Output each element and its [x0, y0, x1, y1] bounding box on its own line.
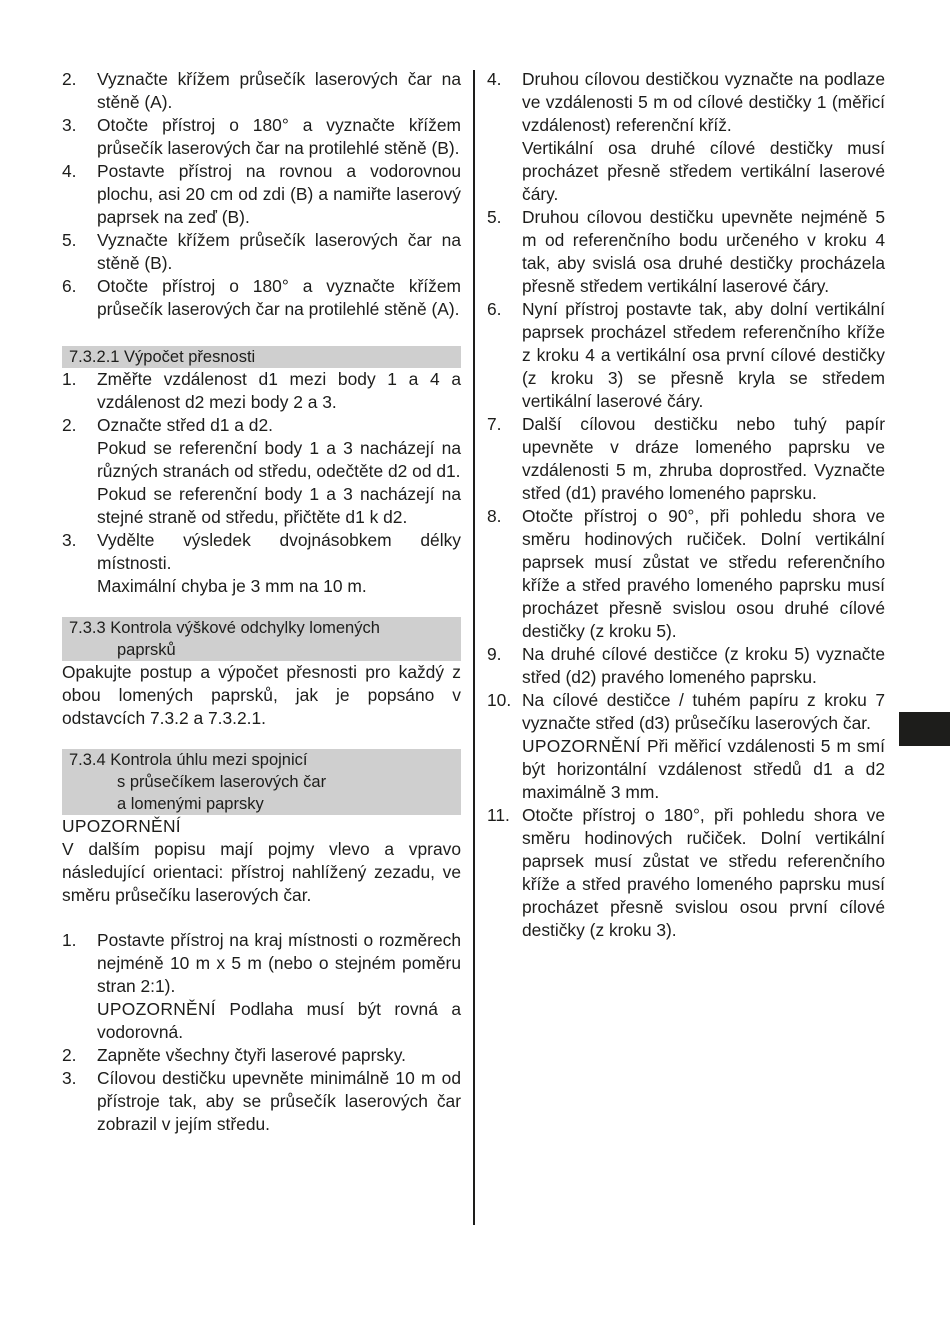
section-thumb-tab: [899, 712, 950, 746]
section-heading-7321: 7.3.2.1 Výpočet přesnosti: [62, 346, 461, 368]
list-item: 4. Druhou cílovou destičkou vyznačte na podlaze ve vzdálenosti 5 m od cílové destičky 1 (měřicí vzdálenost) referenční kříž. Vertikální osa druhé cílové destičky musí procházet přesně středem vertikální laserové čáry.: [487, 69, 885, 204]
steps-list-c: [62, 929, 461, 1136]
steps-list-a: [62, 68, 461, 321]
steps-list-b: [62, 368, 461, 598]
list-item: 2. Vyznačte křížem průsečík laserových čar na stěně (A).: [62, 69, 461, 112]
list-item: 2. Označte střed d1 a d2. Pokud se referenční body 1 a 3 nacházejí na různých stranách od středu, odečtěte d2 od d1. Pokud se referenční body 1 a 3 nacházejí na stejné straně od středu, přičtěte d1 k d2.: [62, 415, 461, 527]
list-item: 8. Otočte přístroj o 90°, při pohledu shora ve směru hodinových ručiček. Dolní vertikální paprsek musí zůstat ve středu referenčního kříže a střed pravého lomeného paprsku musí procházet přesně svislou osou druhé cílové destičky (z kroku 5).: [487, 506, 885, 641]
left-column: [62, 68, 461, 1136]
list-item: 4. Postavte přístroj na rovnou a vodorovnou plochu, asi 20 cm od zdi (B) a namiřte laserový paprsek na zeď (B).: [62, 161, 461, 227]
list-item: 1. Postavte přístroj na kraj místnosti o rozměrech nejméně 10 m x 5 m (nebo o stejném poměru stran 2:1). UPOZORNĚNÍ Podlaha musí být rovná a vodorovná.: [62, 930, 461, 1042]
list-item: 3. Otočte přístroj o 180° a vyznačte křížem průsečík laserových čar na protilehlé stěně (B).: [62, 115, 461, 158]
warning-text: V dalším popisu mají pojmy vlevo a vpravo následující orientaci: přístroj nahlížený zezadu, ve směru průsečíku laserových čar.: [62, 839, 461, 905]
paragraph-733: Opakujte postup a výpočet přesnosti pro každý z obou lomených paprsků, jak je popsáno v odstavcích 7.3.2 a 7.3.2.1.: [62, 662, 461, 728]
warning-label: UPOZORNĚNÍ: [62, 816, 181, 836]
list-item: 6. Otočte přístroj o 180° a vyznačte křížem průsečík laserových čar na protilehlé stěně (A).: [62, 276, 461, 319]
list-item: 1. Změřte vzdálenost d1 mezi body 1 a 4 a vzdálenost d2 mezi body 2 a 3.: [62, 369, 461, 412]
column-divider: [473, 70, 475, 1225]
list-item: 5. Druhou cílovou destičku upevněte nejméně 5 m od referenčního bodu určeného v kroku 4 tak, aby svislá osa druhé destičky procházela přesně středem vertikální laserové čáry.: [487, 207, 885, 296]
right-column: [487, 68, 885, 942]
list-item: 3. Cílovou destičku upevněte minimálně 10 m od přístroje tak, aby se průsečík laserových čar zobrazil v jejím středu.: [62, 1068, 461, 1134]
section-heading-734: 7.3.4 Kontrola úhlu mezi spojnicí s průsečíkem laserových čar a lomenými paprsky: [62, 749, 461, 815]
list-item: 6. Nyní přístroj postavte tak, aby dolní vertikální paprsek procházel středem referenčního kříže z kroku 4 a vertikální osa první cílové destičky (z kroku 3) se přesně kryla se středem vertikální laserové čáry.: [487, 299, 885, 411]
steps-list-d: [487, 68, 885, 942]
list-item: 7. Další cílovou destičku nebo tuhý papír upevněte v dráze lomeného paprsku ve vzdálenosti 5 m, zhruba doprostřed. Vyznačte střed (d1) pravého lomeného paprsku.: [487, 414, 885, 503]
list-item: 5. Vyznačte křížem průsečík laserových čar na stěně (B).: [62, 230, 461, 273]
warning-label: UPOZORNĚNÍ: [522, 736, 641, 756]
list-item: 9. Na druhé cílové destičce (z kroku 5) vyznačte střed (d2) pravého lomeného paprsku.: [487, 644, 885, 687]
section-heading-733: 7.3.3 Kontrola výškové odchylky lomených paprsků: [62, 617, 461, 661]
list-item: 10. Na cílové destičce / tuhém papíru z kroku 7 vyznačte střed (d3) průsečíku laserových čar. UPOZORNĚNÍ Při měřicí vzdálenosti 5 m smí být horizontální vzdálenost středů d1 a d2 maximálně 3 mm.: [487, 690, 885, 802]
list-item: 2. Zapněte všechny čtyři laserové paprsky.: [62, 1045, 406, 1065]
list-item: 3. Vydělte výsledek dvojnásobkem délky místnosti. Maximální chyba je 3 mm na 10 m.: [62, 530, 461, 596]
list-item: 11. Otočte přístroj o 180°, při pohledu shora ve směru hodinových ručiček. Dolní vertikální paprsek musí zůstat ve středu referenčního kříže a střed pravého lomeného paprsku musí procházet přesně svislou osou první cílové destičky (z kroku 3).: [487, 805, 885, 940]
warning-label: UPOZORNĚNÍ: [97, 999, 216, 1019]
